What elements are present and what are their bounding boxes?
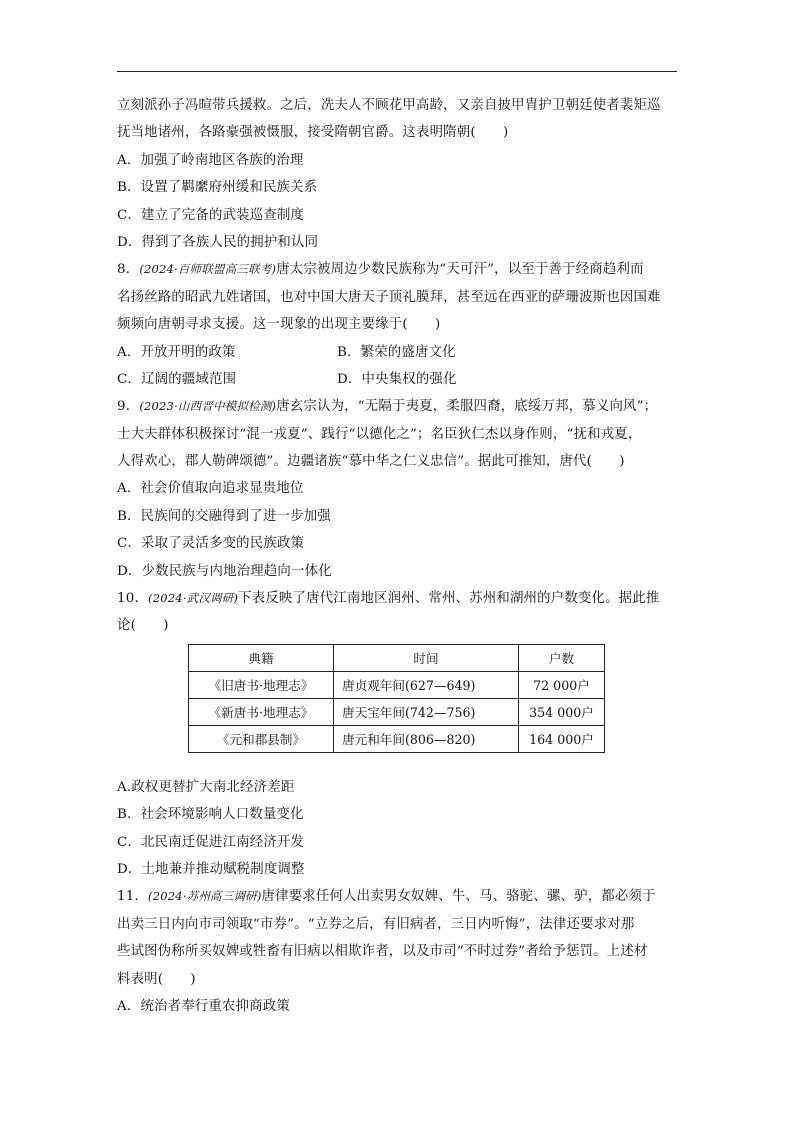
q8-option-c: C．辽阔的疆域范围: [117, 371, 237, 387]
q9-number: 9．: [117, 399, 140, 415]
q9-option-b: B．民族间的交融得到了进一步加强: [117, 508, 331, 524]
q10-stem-line-2: 论( ): [117, 618, 169, 634]
table-row: [189, 698, 605, 725]
question-9: [117, 393, 680, 585]
question-7: [117, 92, 680, 256]
table-header-cell: 户数: [519, 644, 605, 671]
q10-source: (2024·武汉调研): [148, 591, 239, 606]
q7-option-c: C．建立了完备的武装巡查制度: [117, 207, 305, 223]
q7-option-d: D．得到了各族人民的拥护和认同: [117, 234, 319, 250]
q7-stem-line-2: 抚当地诸州，各路豪强被慑服，接受隋朝官爵。这表明隋朝( ): [117, 125, 509, 141]
table-cell: 唐天宝年间(742—756): [334, 698, 519, 725]
table-header-cell: 典籍: [189, 644, 334, 671]
table-cell: 《元和郡县制》: [189, 725, 334, 752]
table-cell: 354 000户: [519, 698, 605, 725]
q10-option-b: B．社会环境影响人口数量变化: [117, 807, 304, 823]
q8-stem-line-2: 名扬丝路的昭武九姓诸国，也对中国大唐天子顶礼膜拜，甚至远在西亚的萨珊波斯也因国难: [117, 289, 661, 305]
table-cell: 72 000户: [519, 671, 605, 698]
q10-table: [188, 644, 605, 753]
question-11: [117, 883, 680, 1020]
q8-options-row-2: [117, 366, 680, 393]
question-10: [117, 585, 680, 883]
q11-stem-line-2: 出卖三日内向市司领取“市券”。“立券之后，有旧病者，三日内听悔”，法律还要求对那: [117, 916, 635, 932]
q9-option-d: D．少数民族与内地治理趋向一体化: [117, 563, 332, 579]
q11-option-a: A．统治者奉行重农抑商政策: [117, 998, 290, 1014]
q8-stem-line-1: [117, 256, 680, 283]
q8-option-a: A．开放开明的政策: [117, 344, 236, 360]
q11-stem-line-1: [117, 883, 680, 910]
q10-table-wrap: [117, 640, 680, 774]
q8-options-row-1: [117, 339, 680, 366]
q11-stem-line-4: 料表明( ): [117, 971, 196, 987]
q9-option-a: A．社会价值取向追求显贵地位: [117, 481, 304, 497]
q8-option-b: B．繁荣的盛唐文化: [337, 344, 456, 360]
table-header-row: [189, 644, 605, 671]
table-header-cell: 时间: [334, 644, 519, 671]
q11-number: 11．: [117, 889, 149, 905]
q10-number: 10．: [117, 591, 149, 607]
table-cell: 《旧唐书·地理志》: [189, 671, 334, 698]
table-row: [189, 725, 605, 752]
q7-option-b: B．设置了羁縻府州缓和民族关系: [117, 180, 318, 196]
q10-stem-line-1: [117, 585, 680, 612]
q7-stem-line-1: 立刻派孙子冯暄带兵援救。之后，冼夫人不顾花甲高龄，又亲自披甲胄护卫朝廷使者裴矩巡: [117, 98, 661, 113]
q9-stem-line-1: [117, 393, 680, 420]
q8-source: (2024·百师联盟高三联考): [139, 262, 277, 277]
q9-option-c: C．采取了灵活多变的民族政策: [117, 536, 305, 552]
q10-stem-first: 下表反映了唐代江南地区润州、常州、苏州和湖州的户数变化。据此推: [238, 591, 660, 607]
q11-stem-line-3: 些试图伪称所买奴婢或牲畜有旧病以相欺诈者，以及市司“不时过券”者给予惩罚。上述材: [117, 944, 648, 960]
q8-stem-line-3: 频频向唐朝寻求支援。这一现象的出现主要缘于( ): [117, 317, 441, 333]
q8-number: 8．: [117, 262, 140, 278]
q11-source: (2024·苏州高三调研): [148, 889, 262, 904]
q8-stem-first: 唐太宗被周边少数民族称为“天可汗”，以至于善于经商趋利而: [276, 262, 644, 278]
q9-source: (2023·山西晋中模拟检测): [139, 399, 277, 414]
q7-option-a: A．加强了岭南地区各族的治理: [117, 152, 304, 168]
table-cell: 唐元和年间(806—820): [334, 725, 519, 752]
table-cell: 《新唐书·地理志》: [189, 698, 334, 725]
q8-option-d: D．中央集权的强化: [337, 371, 457, 387]
question-8: [117, 256, 680, 393]
q9-stem-first: 唐玄宗认为，“无隔于夷夏，柔服四裔，底绥万邦，慕义向风”；: [276, 399, 658, 415]
q9-stem-line-2: 士大夫群体积极探讨“混一戎夏”、践行“以德化之”；名臣狄仁杰以身作则，“抚和戎夏，: [117, 426, 642, 442]
q11-stem-first: 唐律要求任何人出卖男女奴婢、牛、马、骆驼、骡、驴，都必须于: [261, 889, 656, 905]
q9-stem-line-3: 人得欢心，郡人勒碑颂德”。边疆诸族“慕中华之仁义忠信”。据此可推知，唐代( ): [117, 454, 625, 470]
question-page: [117, 92, 680, 1020]
table-cell: 164 000户: [519, 725, 605, 752]
table-cell: 唐贞观年间(627—649): [334, 671, 519, 698]
table-row: [189, 671, 605, 698]
header-rule: [117, 71, 677, 72]
q10-option-c: C．北民南迁促进江南经济开发: [117, 834, 305, 850]
q10-option-a: A.政权更替扩大南北经济差距: [117, 779, 295, 795]
q10-option-d: D．土地兼并推动赋税制度调整: [117, 861, 305, 877]
